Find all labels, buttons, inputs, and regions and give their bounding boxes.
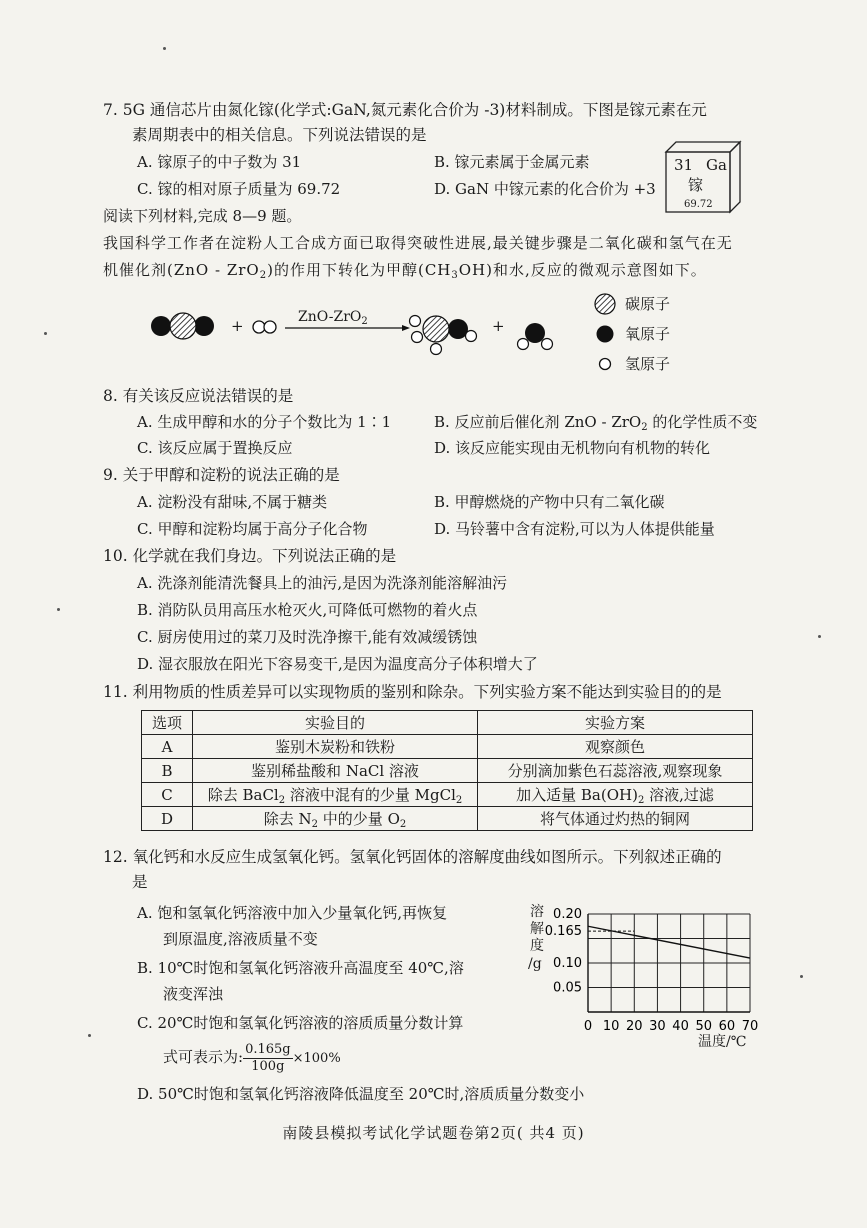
table-cell-plan: 加入适量 $Ba(OH)_2$ 溶液,过滤 [478, 783, 753, 807]
page-footer: 南陵县模拟考试化学试题卷第2页( 共4 页) [282, 1124, 585, 1142]
reaction-schematic [140, 290, 780, 374]
x-tick-label: 0 [583, 1019, 593, 1034]
table-row [142, 735, 753, 759]
table-cell-option: A [142, 735, 193, 759]
q12-option-c-line1: C. 20℃时饱和氢氧化钙溶液的溶质质量分数计算 [137, 1014, 464, 1032]
x-tick-label: 60 [718, 1019, 736, 1034]
table-cell-option: B [142, 759, 193, 783]
mass-fraction-formula: $\frac{0.165g}{100g}$ [245, 1041, 291, 1074]
element-symbol: Ga [706, 156, 727, 174]
carbon-atom-legend-icon [595, 294, 615, 314]
scan-speck [818, 635, 821, 638]
table-cell-goal: 鉴别稀盐酸和 NaCl 溶液 [193, 759, 478, 783]
table-row [142, 807, 753, 831]
x-tick-label: 40 [672, 1019, 689, 1034]
q12-option-b-line2: 液变浑浊 [163, 985, 224, 1003]
y-tick-label: 0.20 [553, 907, 582, 922]
q10-option-d: D. 湿衣服放在阳光下容易变干,是因为温度高分子体积增大了 [137, 655, 538, 673]
x-tick-label: 30 [649, 1019, 666, 1034]
q9-option-b: B. 甲醇燃烧的产物中只有二氧化碳 [434, 493, 665, 511]
q8-option-d: D. 该反应能实现由无机物向有机物的转化 [434, 439, 711, 457]
q10-stem: 10. 化学就在我们身边。下列说法正确的是 [103, 547, 397, 565]
q8-option-c: C. 该反应属于置换反应 [137, 439, 293, 457]
scan-speck [44, 332, 47, 335]
q12-option-d: D. 50℃时饱和氢氧化钙溶液降低温度至 20℃时,溶质质量分数变小 [137, 1085, 585, 1103]
q9-option-d: D. 马铃薯中含有淀粉,可以为人体提供能量 [434, 520, 715, 538]
x-axis-label: 温度/℃ [698, 1034, 747, 1050]
q9-stem: 9. 关于甲醇和淀粉的说法正确的是 [103, 466, 340, 484]
q7-stem-line2: 素周期表中的相关信息。下列说法错误的是 [132, 126, 427, 144]
reading-intro: 阅读下列材料,完成 8—9 题。 [103, 207, 302, 225]
q10-option-b: B. 消防队员用高压水枪灭火,可降低可燃物的着火点 [137, 601, 478, 619]
table-row [142, 783, 753, 807]
element-atomic-number: 31 [674, 156, 694, 174]
y-axis-label-char-1: 溶 [530, 904, 544, 920]
table-header-option: 选项 [142, 711, 193, 735]
q7-option-d: D. GaN 中镓元素的化合价为 +3 [434, 180, 656, 198]
reading-paragraph-line2: 机催化剂(ZnO - ZrO$_2$)的作用下转化为甲醇$(CH_3OH)$和水,反应的微观示意图如下。 [103, 261, 707, 281]
scan-speck [57, 608, 60, 611]
q10-option-c: C. 厨房使用过的菜刀及时洗净擦干,能有效减缓锈蚀 [137, 628, 478, 646]
oxygen-atom-legend-icon [597, 326, 614, 343]
q8-option-b: B. 反应前后催化剂 ZnO - ZrO$_2$ 的化学性质不变 [434, 413, 758, 433]
scan-speck [800, 975, 803, 978]
element-name: 镓 [688, 176, 704, 194]
x-tick-label: 70 [741, 1019, 759, 1034]
q12-stem-line1: 12. 氧化钙和水反应生成氢氧化钙。氢氧化钙固体的溶解度曲线如图所示。下列叙述正确的 [103, 848, 722, 866]
hydrogen-atom-legend-icon [600, 359, 611, 370]
q7-option-a: A. 镓原子的中子数为 31 [137, 153, 302, 171]
reading-paragraph-line1: 我国科学工作者在淀粉人工合成方面已取得突破性进展,最关键步骤是二氧化碳和氢气在无 [103, 234, 733, 252]
y-axis-label-char-2: 解 [530, 921, 544, 937]
y-tick-label: 0.10 [553, 956, 582, 971]
q12-option-a-line2: 到原温度,溶液质量不变 [163, 930, 318, 948]
table-header-plan: 实验方案 [478, 711, 753, 735]
q9-option-c: C. 甲醇和淀粉均属于高分子化合物 [137, 520, 368, 538]
catalyst-label: ZnO-ZrO$_2$ [298, 309, 368, 327]
solubility-curve [588, 926, 750, 958]
legend-carbon-label: 碳原子 [625, 295, 671, 313]
periodic-element-card [664, 140, 742, 215]
q9-option-a: A. 淀粉没有甜味,不属于糖类 [137, 493, 328, 511]
table-cell-option: D [142, 807, 193, 831]
water-molecule [518, 323, 553, 350]
q12-stem-line2: 是 [132, 873, 148, 891]
h2-molecule [253, 321, 276, 333]
table-cell-option: C [142, 783, 193, 807]
experiment-table [141, 710, 753, 831]
y-axis-label-char-4: /g [528, 956, 542, 972]
table-cell-goal: 鉴别木炭粉和铁粉 [193, 735, 478, 759]
table-cell-goal: 除去 $N_2$ 中的少量 $O_2$ [193, 807, 478, 831]
table-cell-plan: 将气体通过灼热的铜网 [478, 807, 753, 831]
scan-speck [163, 47, 166, 50]
table-cell-plan: 分别滴加紫色石蕊溶液,观察现象 [478, 759, 753, 783]
table-header-row [142, 711, 753, 735]
q12-option-a-line1: A. 饱和氢氧化钙溶液中加入少量氧化钙,再恢复 [137, 904, 448, 922]
q8-stem: 8. 有关该反应说法错误的是 [103, 387, 294, 405]
q7-option-c: C. 镓的相对原子质量为 69.72 [137, 180, 341, 198]
table-row [142, 759, 753, 783]
q11-stem: 11. 利用物质的性质差异可以实现物质的鉴别和除杂。下列实验方案不能达到实验目的的是 [103, 683, 722, 701]
solubility-chart [520, 900, 770, 1055]
q8-option-a: A. 生成甲醇和水的分子个数比为 1∶1 [137, 413, 392, 431]
x-tick-label: 10 [602, 1019, 620, 1034]
legend-oxygen-label: 氧原子 [625, 325, 671, 343]
x-tick-label: 20 [626, 1019, 643, 1034]
table-header-goal: 实验目的 [193, 711, 478, 735]
reaction-plus-1: + [231, 317, 244, 335]
y-axis-label-char-3: 度 [530, 938, 544, 954]
reaction-plus-2: + [492, 317, 505, 335]
table-cell-plan: 观察颜色 [478, 735, 753, 759]
y-tick-label: 0.165 [544, 924, 582, 940]
co2-molecule [151, 313, 214, 339]
y-tick-label: 0.05 [553, 980, 582, 996]
scan-speck [88, 1034, 91, 1037]
q12-option-b-line1: B. 10℃时饱和氢氧化钙溶液升高温度至 40℃,溶 [137, 959, 464, 977]
q7-option-b: B. 镓元素属于金属元素 [434, 153, 590, 171]
q7-stem-line1: 7. 5G 通信芯片由氮化镓(化学式:GaN,氮元素化合价为 -3)材料制成。下图是镓元素在元 [103, 101, 707, 119]
x-tick-label: 50 [695, 1019, 712, 1034]
q10-option-a: A. 洗涤剂能清洗餐具上的油污,是因为洗涤剂能溶解油污 [137, 574, 508, 592]
methanol-molecule [410, 316, 477, 355]
table-cell-goal: 除去 BaCl$_2$ 溶液中混有的少量 MgCl$_2$ [193, 783, 478, 807]
element-atomic-mass: 69.72 [684, 199, 713, 210]
q12-option-c-line2: 式可表示为: $\frac{0.165g}{100g}$ ×100% [163, 1041, 341, 1074]
legend-hydrogen-label: 氢原子 [625, 355, 671, 373]
